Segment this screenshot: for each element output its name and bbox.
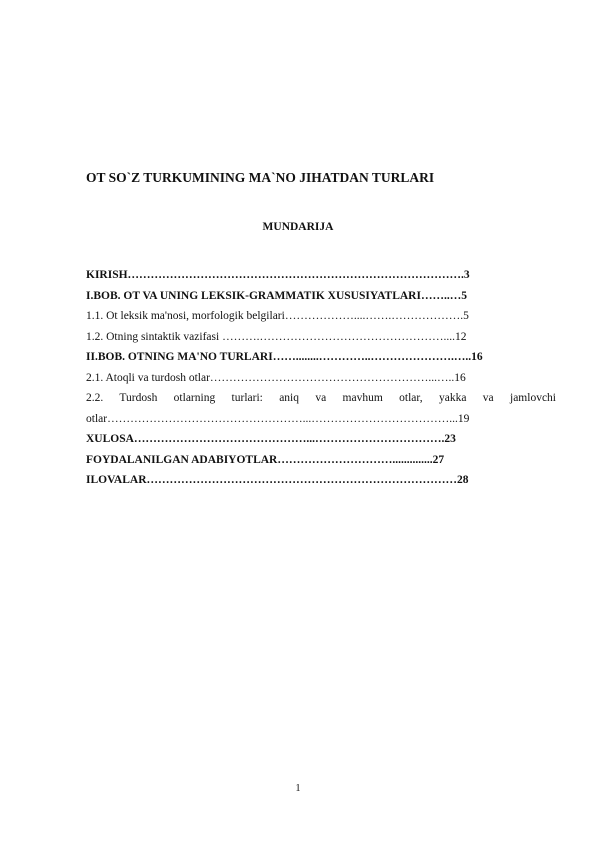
toc-entry-section-2-2-cont[interactable]: otlar……………………………………………...………………………………...19 (86, 412, 470, 425)
toc-entry-adabiyotlar[interactable]: FOYDALANILGAN ADABIYOTLAR…………………………..............27 (86, 453, 445, 466)
toc-entry-chapter-2[interactable]: II.BOB. OTNING MA'NO TURLARI……........…………..………………….…..16 (86, 351, 483, 363)
toc-entry-section-2-2[interactable]: 2.2. Turdosh otlarning turlari: aniq va mavhum otlar, yakka va jamlovchi (86, 392, 556, 404)
toc-entry-section-2-1[interactable]: 2.1. Atoqli va turdosh otlar…………………………………………………...…..16 (86, 371, 466, 384)
toc-entry-section-1-2[interactable]: 1.2. Otning sintaktik vazifasi ……….…………………………………………....12 (86, 330, 467, 343)
toc-entry-ilovalar[interactable]: ILOVALAR………………………………………………………………………28 (86, 474, 469, 486)
toc-entry-xulosa[interactable]: XULOSA………………………………………...…………………………….23 (86, 433, 456, 445)
toc-entry-section-1-1[interactable]: 1.1. Ot leksik ma'nosi, morfologik belgilari………………....…….……………….5 (86, 310, 469, 322)
toc-entry-chapter-1[interactable]: I.BOB. OT VA UNING LEKSIK-GRAMMATIK XUSUSIYATLARI……..…5 (86, 289, 467, 302)
page-number: 1 (295, 783, 301, 794)
toc-entry-kirish[interactable]: KIRISH…………………………………………………………………………….3 (86, 269, 470, 281)
document-title: OT SO`Z TURKUMINING MA`NO JIHATDAN TURLARI (86, 170, 435, 185)
toc-heading: MUNDARIJA (262, 221, 334, 233)
table-of-contents (86, 265, 556, 491)
